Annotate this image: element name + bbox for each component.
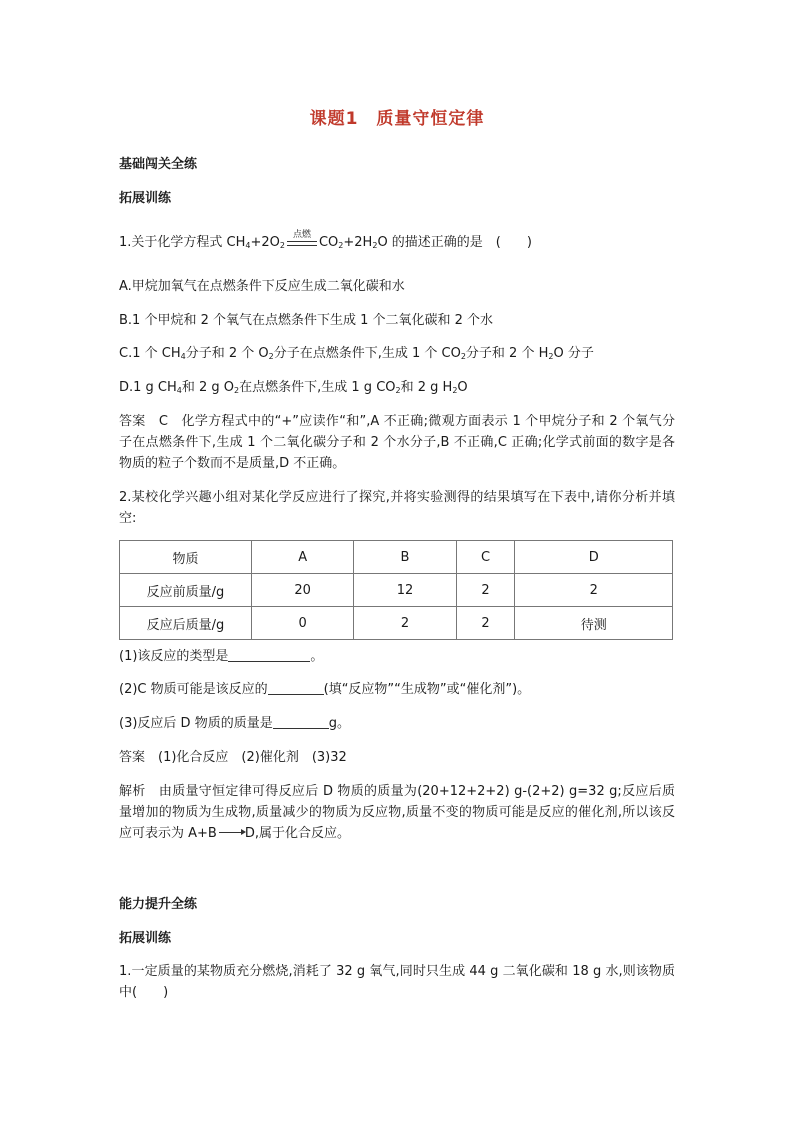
reaction-condition: 点燃 — [287, 237, 317, 246]
table-cell: 12 — [354, 574, 456, 607]
section-heading-basic: 基础闯关全练 — [119, 157, 198, 172]
question-2-stem: 2.某校化学兴趣小组对某化学反应进行了探究,并将实验测得的结果填写在下表中,请你分析并填空: — [119, 490, 675, 526]
answer-blank[interactable] — [228, 647, 310, 662]
table-header-row — [120, 541, 673, 574]
question-1-stem: 1.关于化学方程式 $CH_4+2O_2$ 点燃 $CO_2+2H_2O$ 的描述正确的是 ( ) — [119, 230, 532, 250]
subheading-extension-2: 拓展训练 — [119, 931, 172, 946]
table-header-cell: A — [252, 541, 354, 574]
analysis-2: 解析 由质量守恒定律可得反应后 D 物质的质量为(20+12+2+2) g-(2+2) g=32 g;反应后质量增加的物质为生成物,质量减少的物质为反应物,质量不变的物质可能是反应的催化剂,所以该反应可表示为 A+B D,属于化合反应。 — [119, 784, 675, 841]
lesson-number: 课题1 — [309, 109, 359, 129]
table-cell: 反应前质量/g — [120, 574, 252, 607]
table-cell: 20 — [252, 574, 354, 607]
option-b: B.1 个甲烷和 2 个氧气在点燃条件下生成 1 个二氧化碳和 2 个水 — [119, 313, 494, 328]
page-title — [0, 104, 794, 129]
table-cell: 0 — [252, 607, 354, 640]
reaction-arrow-icon — [219, 832, 243, 833]
data-table — [119, 540, 673, 640]
table-header-cell: C — [456, 541, 515, 574]
table-row — [120, 574, 673, 607]
table-cell: 待测 — [515, 607, 673, 640]
sub-question-2: (2)C 物质可能是该反应的 (填“反应物”“生成物”或“催化剂”)。 — [119, 682, 531, 697]
table-cell: 2 — [456, 607, 515, 640]
table-header-cell: B — [354, 541, 456, 574]
answer-2: 答案 (1)化合反应 (2)催化剂 (3)32 — [119, 750, 347, 765]
answer-blank[interactable] — [273, 714, 329, 729]
sub-question-1: (1)该反应的类型是 。 — [119, 649, 324, 664]
sub-question-3: (3)反应后 D 物质的质量是 g。 — [119, 716, 350, 731]
table-header-cell: 物质 — [120, 541, 252, 574]
table-cell: 2 — [354, 607, 456, 640]
lesson-name: 质量守恒定律 — [376, 109, 485, 129]
option-a: A.甲烷加氧气在点燃条件下反应生成二氧化碳和水 — [119, 279, 405, 294]
option-c: C.1 个 $CH_4$分子和 2 个 $O_2$分子在点燃条件下,生成 1 个 $CO_2$分子和 2 个 $H_2O$ 分子 — [119, 346, 594, 361]
subheading-extension-1: 拓展训练 — [119, 191, 172, 206]
question-3-stem: 1.一定质量的某物质充分燃烧,消耗了 32 g 氧气,同时只生成 44 g 二氧化碳和 18 g 水,则该物质中( ) — [119, 964, 675, 1000]
answer-blank[interactable] — [268, 680, 324, 695]
table-cell: 2 — [515, 574, 673, 607]
answer-1: 答案 C 化学方程式中的“+”应读作“和”,A 不正确;微观方面表示 1 个甲烷分子和 2 个氧气分子在点燃条件下,生成 1 个二氧化碳分子和 2 个水分子,B 不正确,C 正确;化学式前面的数字是各物质的粒子个数而不是质量,D 不正确。 — [119, 414, 675, 471]
table-cell: 2 — [456, 574, 515, 607]
table-header-cell: D — [515, 541, 673, 574]
option-d: D.1 g $CH_4$和 2 g $O_2$在点燃条件下,生成 1 g $CO_2$和 2 g $H_2O$ — [119, 380, 468, 395]
table-cell: 反应后质量/g — [120, 607, 252, 640]
table-row — [120, 607, 673, 640]
section-heading-advanced: 能力提升全练 — [119, 897, 198, 912]
